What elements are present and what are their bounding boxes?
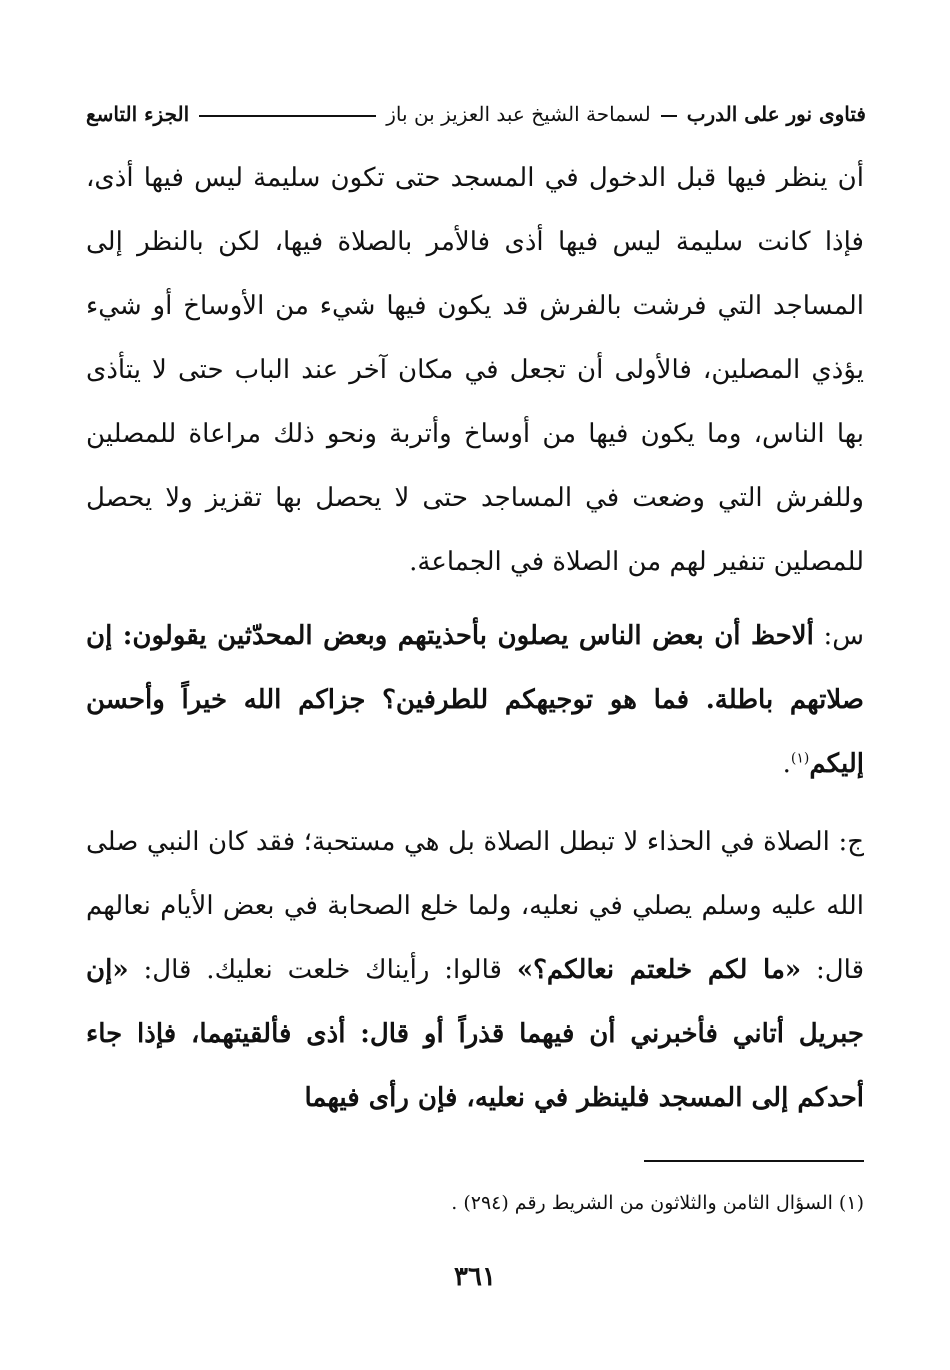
question-end: . xyxy=(782,749,791,779)
author-name: لسماحة الشيخ عبد العزيز بن باز xyxy=(386,102,651,126)
running-header xyxy=(86,96,866,132)
answer-paragraph xyxy=(86,810,864,1130)
volume-label: الجزء التاسع xyxy=(86,102,190,126)
header-rule xyxy=(199,115,376,117)
header-dash xyxy=(661,115,677,117)
hadith-quote-1: «ما لكم خلعتم نعالكم؟» xyxy=(516,955,802,985)
footnote: (١) السؤال الثامن والثلاثون من الشريط رقم (٢٩٤) . xyxy=(451,1192,864,1214)
question-text: ألاحظ أن بعض الناس يصلون بأحذيتهم وبعض المحدّثين يقولون: إن صلاتهم باطلة. فما هو توجيهكم للطرفين؟ جزاكم الله خيراً وأحسن إليكم xyxy=(86,621,864,779)
footnote-marker[interactable]: (١) xyxy=(790,750,810,767)
footnote-separator xyxy=(644,1160,864,1162)
answer-intro: ج: الصلاة في الحذاء لا تبطل الصلاة بل هي مستحبة؛ فقد كان النبي صلى الله عليه وسلم يصلي في نعليه، ولما خلع الصحابة في بعض الأيام نعالهم قال: xyxy=(86,827,865,985)
hadith-quote-2: «إن جبريل أتاني فأخبرني أن فيهما قذراً أو قال: أذى فألقيتهما، فإذا جاء أحدكم إلى المسجد فلينظر في نعليه، فإن رأى فيهما xyxy=(86,955,864,1113)
book-title: فتاوى نور على الدرب xyxy=(686,102,866,126)
main-text xyxy=(86,146,864,1130)
page-number: ٣٦١ xyxy=(454,1262,496,1292)
paragraph-continuation: أن ينظر فيها قبل الدخول في المسجد حتى تكون سليمة ليس فيها أذى، فإذا كانت سليمة ليس فيها أذى فالأمر بالصلاة فيها، لكن بالنظر إلى المساجد التي فرشت بالفرش قد يكون فيها شيء من الأوساخ أو شيء يؤذي المصلين، فالأولى أن تجعل في مكان آخر عند الباب حتى لا يتأذى بها الناس، وما يكون فيها من أوساخ وأتربة ونحو ذلك مراعاة للمصلين وللفرش التي وضعت في المساجد حتى لا يحصل بها تقزيز ولا يحصل للمصلين تنفير لهم من الصلاة في الجماعة. xyxy=(86,163,864,577)
question-paragraph xyxy=(86,604,864,796)
question-prefix: س: xyxy=(813,621,864,651)
answer-mid: قالوا: رأيناك خلعت نعليك. قال: xyxy=(128,955,517,985)
